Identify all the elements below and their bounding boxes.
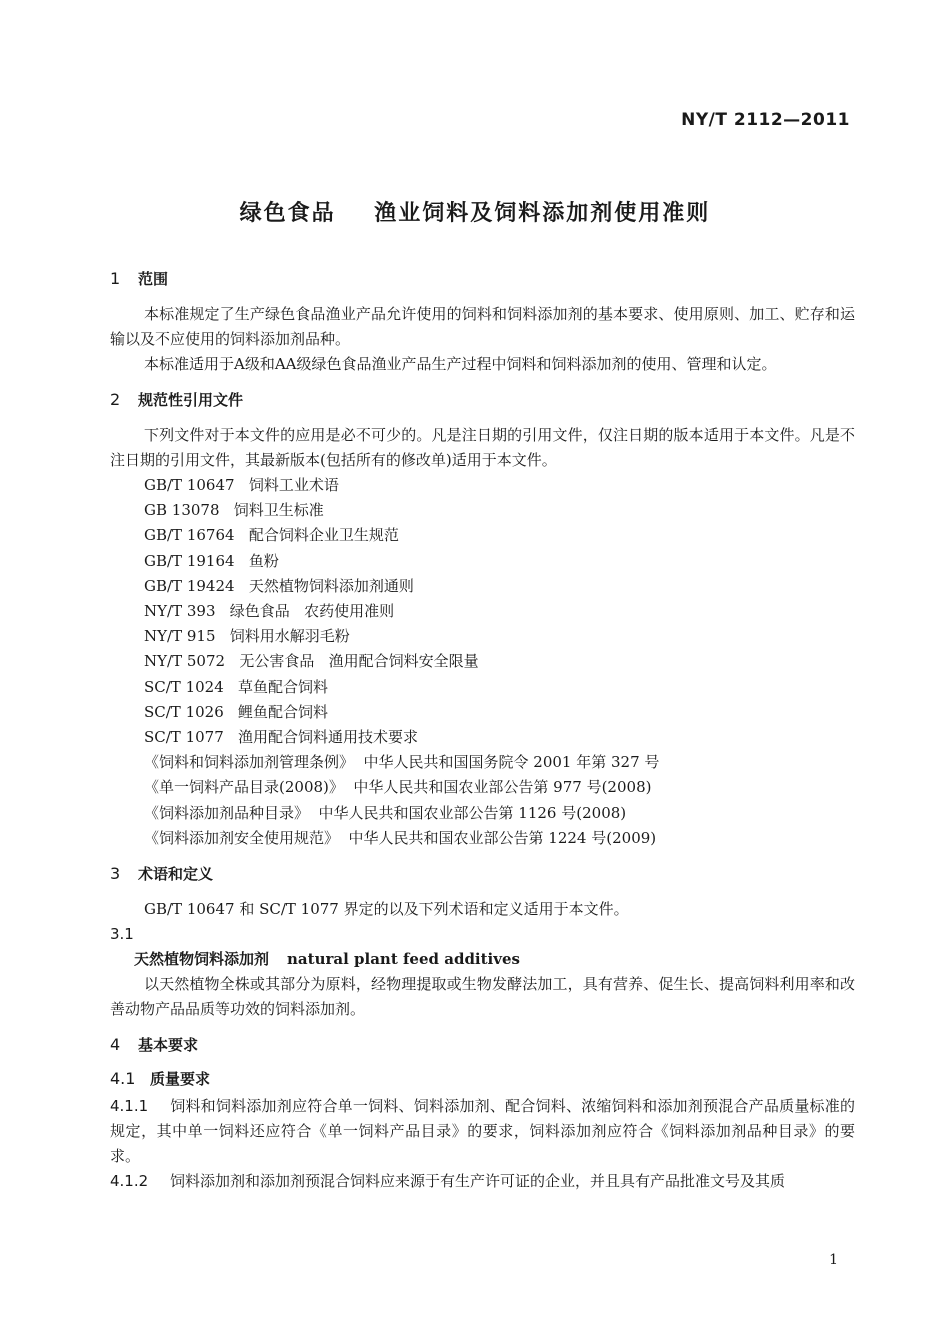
section-number: 4.1	[110, 1069, 136, 1089]
reference-item: 《饲料和饲料添加剂管理条例》 中华人民共和国国务院令 2001 年第 327 号	[144, 753, 660, 772]
terms-intro: GB/T 10647 和 SC/T 1077 界定的以及下列术语和定义适用于本文件。	[144, 900, 629, 919]
section-title: 术语和定义	[138, 865, 214, 884]
section-number: 3	[110, 864, 121, 884]
clause-number: 4.1.2	[110, 1172, 149, 1191]
section-title: 规范性引用文件	[138, 391, 244, 409]
section-4-heading	[110, 1034, 855, 1056]
clause-text: 饲料和饲料添加剂应符合单一饲料、饲料添加剂、配合饲料、浓缩饲料和添加剂预混合产品质量标准的规定，其中单一饲料还应符合《单一饲料产品目录》的要求，饲料添加剂应符合《饲料添加剂品种目录》的要求。	[110, 1097, 855, 1166]
page-number: 1	[829, 1252, 838, 1268]
clause-text: 饲料添加剂和添加剂预混合饲料应来源于有生产许可证的企业，并且具有产品批准文号及其质	[170, 1172, 786, 1191]
reference-item: GB/T 19424 天然植物饲料添加剂通则	[144, 576, 414, 595]
section-title: 范围	[138, 270, 169, 288]
reference-list	[144, 473, 855, 851]
clause-number: 4.1.1	[110, 1097, 149, 1116]
reference-item: GB/T 10647 饲料工业术语	[144, 476, 339, 494]
reference-item: GB 13078 饲料卫生标准	[144, 501, 324, 520]
section-number: 2	[110, 390, 121, 409]
standard-code: NY/T 2112—2011	[681, 110, 850, 130]
clause-4-1-1	[110, 1094, 855, 1169]
references-intro: 下列文件对于本文件的应用是必不可少的。凡是注日期的引用文件，仅注日期的版本适用于本文件。凡是不注日期的引用文件，其最新版本(包括所有的修改单)适用于本文件。	[110, 426, 855, 469]
term-heading	[134, 947, 855, 972]
reference-item: 《单一饲料产品目录(2008)》 中华人民共和国农业部公告第 977 号(2008)	[144, 778, 652, 797]
reference-item: SC/T 1026 鲤鱼配合饲料	[144, 702, 329, 721]
clause-4-1-2	[110, 1169, 855, 1194]
document-body	[110, 268, 855, 1194]
section-2-heading	[110, 389, 855, 411]
section-4-1-heading	[110, 1068, 855, 1090]
term-name-zh: 天然植物饲料添加剂	[134, 950, 270, 969]
section-title: 质量要求	[150, 1070, 211, 1089]
scope-paragraph-2: 本标准适用于A级和AA级绿色食品渔业产品生产过程中饲料和饲料添加剂的使用、管理和认定。	[144, 355, 777, 373]
section-title: 基本要求	[138, 1036, 199, 1055]
reference-item: NY/T 393 绿色食品 农药使用准则	[144, 602, 395, 621]
reference-item: 《饲料添加剂品种目录》 中华人民共和国农业部公告第 1126 号(2008)	[144, 803, 627, 822]
term-number: 3.1	[110, 925, 134, 944]
term-name-en: natural plant feed additives	[287, 950, 520, 969]
reference-item: NY/T 915 饲料用水解羽毛粉	[144, 627, 350, 646]
section-1-heading	[110, 268, 855, 290]
reference-item: 《饲料添加剂安全使用规范》 中华人民共和国农业部公告第 1224 号(2009)	[144, 828, 657, 847]
reference-item: GB/T 16764 配合饲料企业卫生规范	[144, 526, 399, 545]
reference-item: SC/T 1077 渔用配合饲料通用技术要求	[144, 728, 419, 747]
section-number: 4	[110, 1035, 121, 1055]
scope-paragraph-1: 本标准规定了生产绿色食品渔业产品允许使用的饲料和饲料添加剂的基本要求、使用原则、加工、贮存和运输以及不应使用的饲料添加剂品种。	[110, 305, 855, 348]
section-3-heading	[110, 863, 855, 885]
section-number: 1	[110, 269, 121, 288]
term-definition: 以天然植物全株或其部分为原料，经物理提取或生物发酵法加工，具有营养、促生长、提高饲料利用率和改善动物产品品质等功效的饲料添加剂。	[110, 975, 855, 1019]
document-title: 绿色食品 渔业饲料及饲料添加剂使用准则	[239, 201, 711, 226]
reference-item: NY/T 5072 无公害食品 渔用配合饲料安全限量	[144, 652, 479, 671]
reference-item: GB/T 19164 鱼粉	[144, 551, 279, 570]
reference-item: SC/T 1024 草鱼配合饲料	[144, 677, 329, 696]
